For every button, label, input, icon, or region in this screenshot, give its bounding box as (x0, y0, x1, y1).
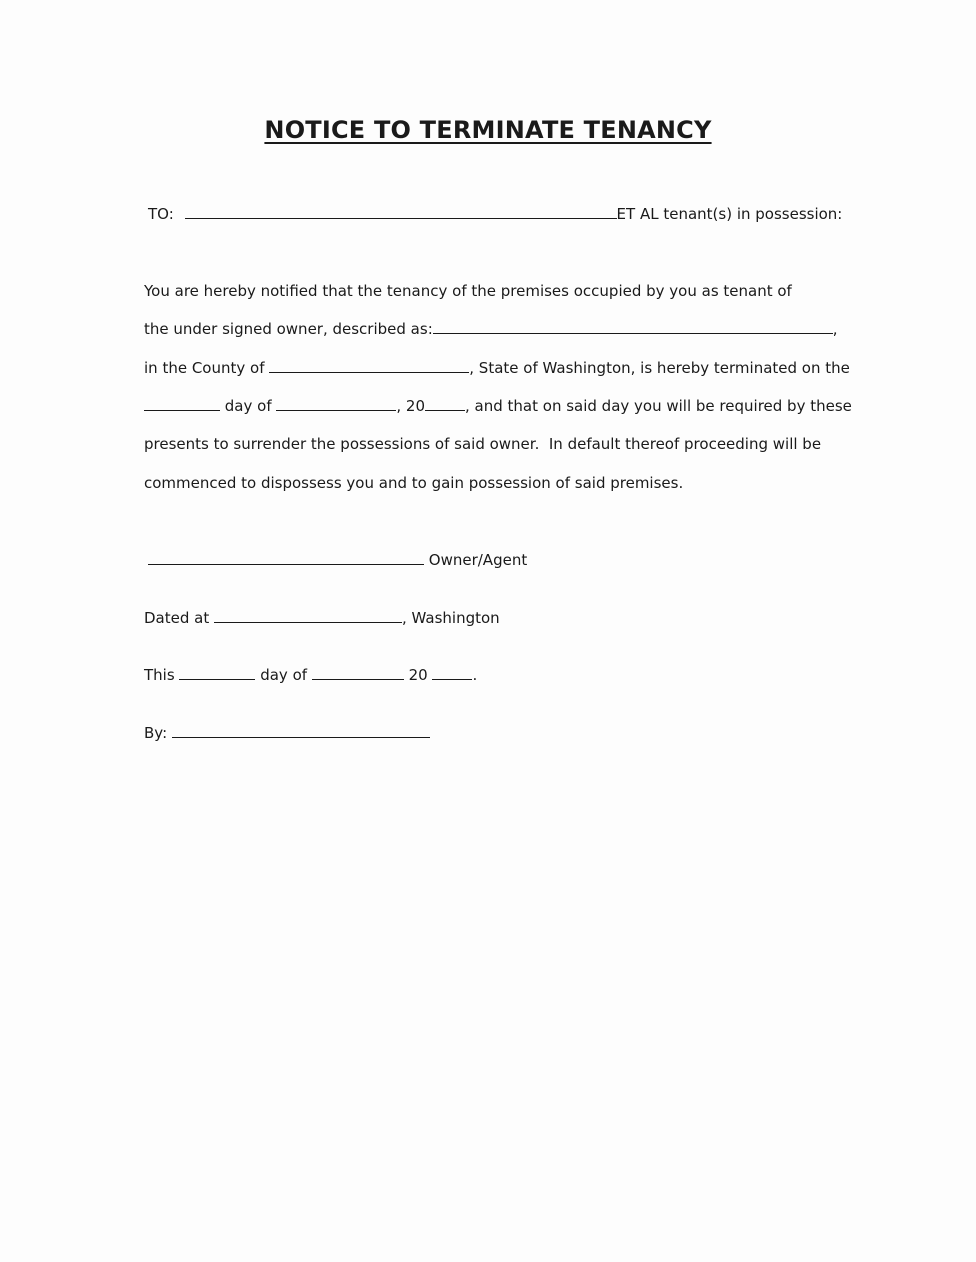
signed-month-blank[interactable] (312, 665, 404, 680)
signed-year-blank[interactable] (432, 665, 472, 680)
body-line-6-text: commenced to dispossess you and to gain possession of said premises. (144, 474, 684, 492)
body-line-3 (144, 358, 850, 378)
by-signature-blank[interactable] (172, 723, 430, 738)
dated-at-label: Dated at (144, 609, 210, 627)
body-line-5 (144, 434, 821, 454)
termination-month-blank[interactable] (276, 396, 396, 411)
body-line-4 (144, 396, 852, 416)
body-line-5-text: presents to surrender the possessions of said owner. In default thereof proceeding will be (144, 435, 822, 453)
body-line-1 (144, 281, 792, 301)
described-as-label: the under signed owner, described as: (144, 320, 433, 338)
to-line (148, 204, 842, 224)
to-label: TO: (148, 205, 174, 223)
signed-day-of-label: day of (260, 666, 308, 684)
county-suffix: , State of Washington, is hereby terminated on the (469, 359, 850, 377)
dated-at-city-blank[interactable] (214, 608, 402, 623)
termination-year-blank[interactable] (425, 396, 465, 411)
document-title (0, 116, 976, 144)
termination-year-prefix: , 20 (396, 397, 426, 415)
termination-day-blank[interactable] (144, 396, 220, 411)
county-label: in the County of (144, 359, 265, 377)
dated-at-line (144, 608, 500, 628)
body-line-1-text: You are hereby notified that the tenancy of the premises occupied by you as tenant of (144, 282, 792, 300)
body-line-6 (144, 473, 683, 493)
this-label: This (144, 666, 175, 684)
owner-signature-blank[interactable] (148, 550, 424, 565)
by-label: By: (144, 724, 168, 742)
termination-day-of-label: day of (224, 397, 272, 415)
county-blank[interactable] (269, 358, 469, 373)
this-day-line (144, 665, 477, 685)
tenant-name-blank[interactable] (185, 204, 617, 219)
termination-suffix: , and that on said day you will be required by these (465, 397, 852, 415)
owner-agent-line (148, 550, 527, 570)
signed-day-blank[interactable] (179, 665, 255, 680)
document-title-text: NOTICE TO TERMINATE TENANCY (264, 116, 712, 144)
by-line (144, 723, 430, 743)
to-suffix: ET AL tenant(s) in possession: (616, 205, 843, 223)
body-line-2 (144, 319, 838, 339)
signed-year-prefix: 20 (408, 666, 428, 684)
premises-description-blank[interactable] (433, 319, 833, 334)
dated-at-suffix: , Washington (402, 609, 500, 627)
signed-year-suffix: . (472, 666, 478, 684)
described-as-suffix: , (832, 320, 838, 338)
owner-agent-label: Owner/Agent (428, 551, 528, 569)
